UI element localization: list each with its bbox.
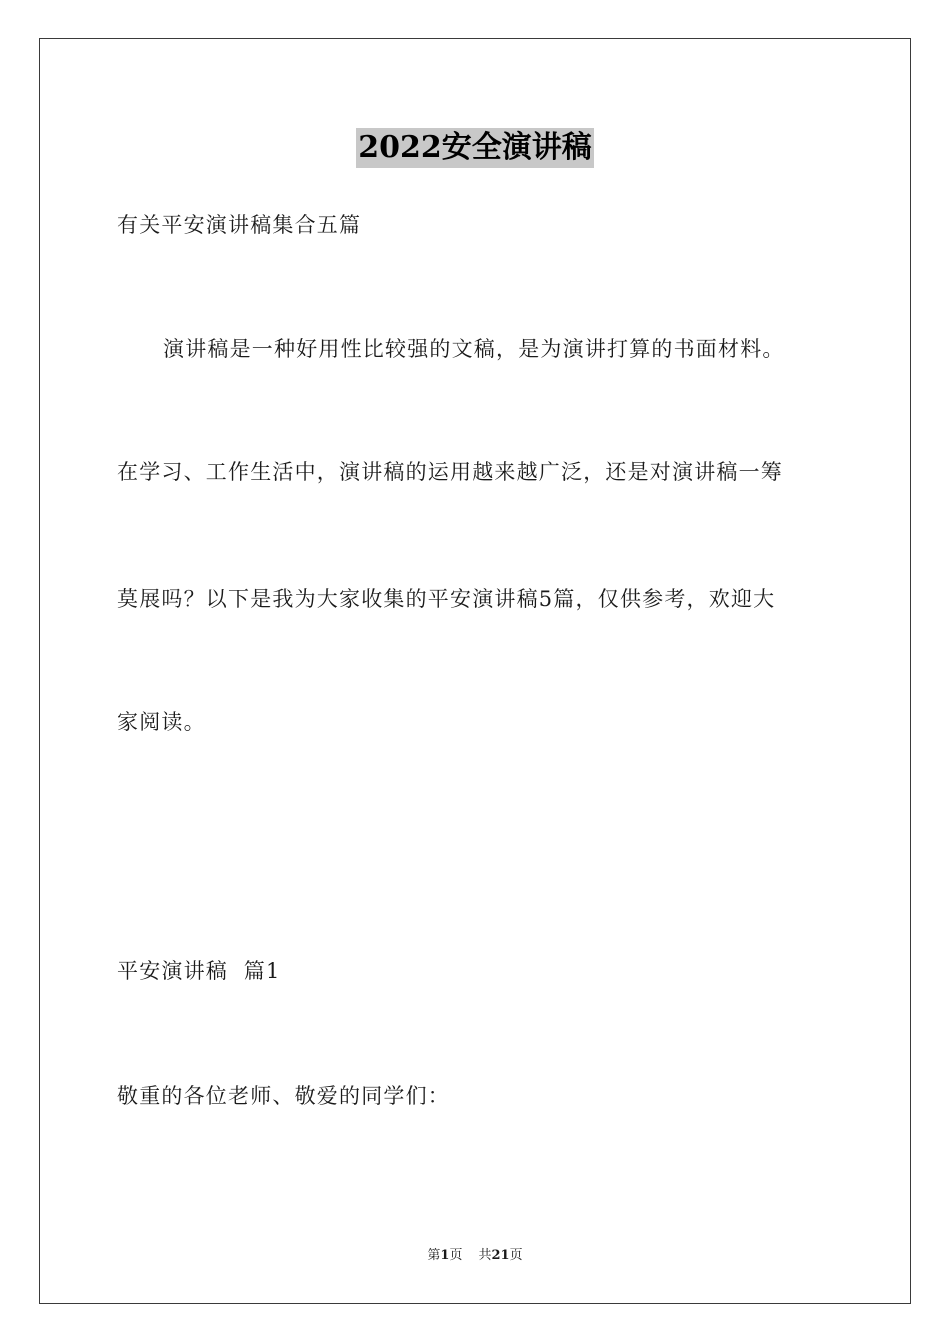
intro-line-1: 演讲稿是一种好用性比较强的文稿，是为演讲打算的书面材料。 (163, 337, 785, 361)
page-prefix: 第 (427, 1248, 441, 1263)
page-suffix: 页 (449, 1248, 463, 1263)
salutation: 敬重的各位老师、敬爱的同学们： (117, 1084, 450, 1108)
intro-line-3: 莫展吗？以下是我为大家收集的平安演讲稿5篇，仅供参考，欢迎大 (117, 587, 776, 611)
section-heading: 平安演讲稿 篇1 (117, 959, 281, 983)
page-footer (0, 1247, 950, 1265)
document-subtitle: 有关平安演讲稿集合五篇 (117, 213, 362, 237)
intro-line-4: 家阅读。 (117, 710, 206, 734)
document-title: 2022安全演讲稿 (356, 128, 594, 168)
total-suffix: 页 (509, 1248, 523, 1263)
page-number-current: 1 (440, 1248, 450, 1263)
total-prefix: 共 (478, 1248, 492, 1263)
page-number-total: 21 (491, 1248, 510, 1263)
intro-line-2: 在学习、工作生活中，演讲稿的运用越来越广泛，还是对演讲稿一筹 (117, 460, 783, 484)
title-container (0, 128, 950, 168)
